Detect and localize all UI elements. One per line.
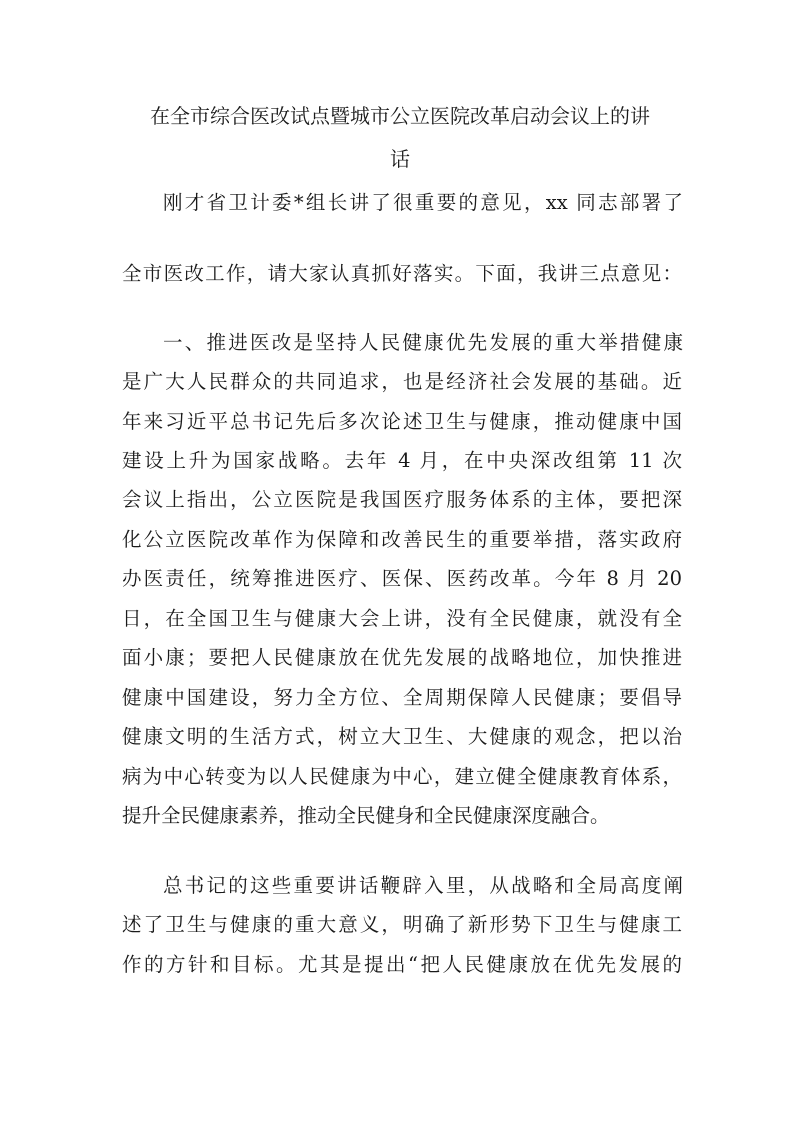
paragraph-1-line-2: 全市医改工作，请大家认真抓好落实。下面，我讲三点意见： — [122, 262, 682, 285]
paragraph-2-line-5: 会议上指出，公立医院是我国医疗服务体系的主体，要把深 — [122, 488, 682, 511]
title-line-1: 在全市综合医改试点暨城市公立医院改革启动会议上的讲 — [150, 104, 650, 128]
paragraph-2-line-12: 病为中心转变为以人民健康为中心，建立健全健康教育体系， — [122, 765, 682, 788]
paragraph-2-line-11: 健康文明的生活方式，树立大卫生、大健康的观念，把以治 — [122, 725, 682, 748]
paragraph-1-line-1: 刚才省卫计委*组长讲了很重要的意见，xx 同志部署了 — [163, 191, 683, 214]
paragraph-2-line-1: 一、推进医改是坚持人民健康优先发展的重大举措健康 — [163, 331, 683, 354]
paragraph-3-line-2: 述了卫生与健康的重大意义，明确了新形势下卫生与健康工 — [122, 913, 682, 936]
paragraph-2-line-3: 年来习近平总书记先后多次论述卫生与健康，推动健康中国 — [122, 410, 682, 433]
paragraph-2-line-2: 是广大人民群众的共同追求，也是经济社会发展的基础。近 — [122, 370, 682, 393]
paragraph-2-line-6: 化公立医院改革作为保障和改善民生的重要举措，落实政府 — [122, 528, 682, 551]
paragraph-2-line-9: 面小康；要把人民健康放在优先发展的战略地位，加快推进 — [122, 646, 682, 669]
paragraph-3-line-1: 总书记的这些重要讲话鞭辟入里，从战略和全局高度阐 — [163, 874, 683, 897]
paragraph-2-line-10: 健康中国建设，努力全方位、全周期保障人民健康；要倡导 — [122, 686, 682, 709]
paragraph-2-line-4: 建设上升为国家战略。去年 4 月，在中央深改组第 11 次 — [122, 449, 682, 472]
paragraph-2-line-7: 办医责任，统筹推进医疗、医保、医药改革。今年 8 月 20 — [122, 567, 682, 590]
paragraph-3-line-3: 作的方针和目标。尤其是提出“把人民健康放在优先发展的 — [122, 953, 682, 976]
paragraph-2-line-8: 日，在全国卫生与健康大会上讲，没有全民健康，就没有全 — [122, 607, 682, 630]
title-line-2: 话 — [390, 147, 410, 171]
paragraph-2-line-13: 提升全民健康素养，推动全民健身和全民健康深度融合。 — [122, 804, 610, 827]
